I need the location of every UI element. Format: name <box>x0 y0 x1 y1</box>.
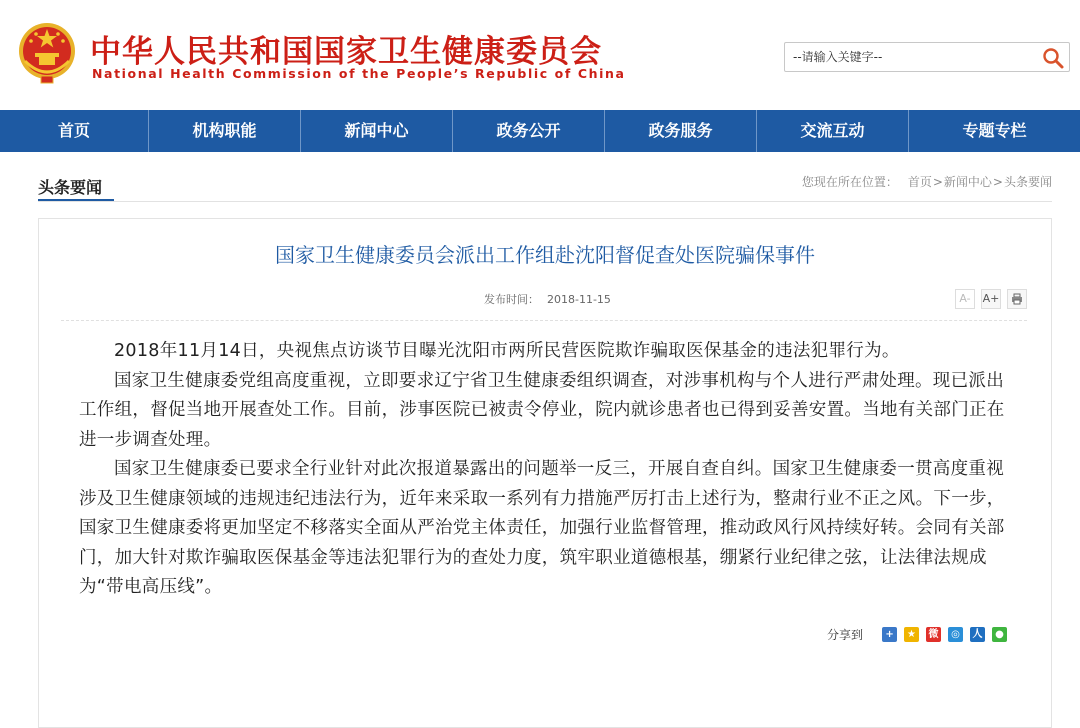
section-title: 头条要闻 <box>38 178 103 197</box>
share-wechat-icon[interactable]: ● <box>992 627 1007 642</box>
breadcrumb <box>802 173 1052 190</box>
nav-item-organization[interactable]: 机构职能 <box>149 110 301 152</box>
share-label: 分享到 <box>827 628 864 642</box>
search-box <box>784 42 1070 72</box>
article-paragraph: 国家卫生健康委已要求全行业针对此次报道暴露出的问题举一反三，开展自查自纠。国家卫生健康委一贯高度重视涉及卫生健康领域的违规违纪违法行为，近年来采取一系列有力措施严厉打击上述行为，整肃行业不正之风。下一步，国家卫生健康委将更加坚定不移落实全面从严治党主体责任，加强行业监督管理，推动政风行风持续好转。会同有关部门，加大针对欺诈骗取医保基金等违法犯罪行为的查处力度，筑牢职业道德根基，绷紧行业纪律之弦，让法律法规成为“带电高压线”。 <box>79 459 1005 597</box>
article-meta <box>484 291 611 307</box>
publish-date: 2018-11-15 <box>547 293 611 306</box>
article-divider <box>61 320 1027 322</box>
print-button[interactable] <box>1007 289 1027 309</box>
print-icon <box>1011 293 1023 305</box>
breadcrumb-news-center[interactable]: 新闻中心 <box>943 175 992 189</box>
nav-item-government-affairs[interactable]: 政务公开 <box>453 110 605 152</box>
publish-date-label: 发布时间： <box>484 293 539 306</box>
main-nav <box>0 110 1080 152</box>
share-weibo-icon[interactable]: 微 <box>926 627 941 642</box>
share-renren-icon[interactable]: 人 <box>970 627 985 642</box>
breadcrumb-separator: > <box>992 175 1003 189</box>
nav-item-home[interactable]: 首页 <box>0 110 149 152</box>
nav-item-special-topics[interactable]: 专题专栏 <box>962 121 1027 140</box>
share-qzone-icon[interactable]: ★ <box>904 627 919 642</box>
font-smaller-button[interactable]: A- <box>955 289 975 309</box>
share-tencent-weibo-icon[interactable]: ◎ <box>948 627 963 642</box>
section-divider <box>38 201 1052 202</box>
font-larger-button[interactable]: A+ <box>981 289 1001 309</box>
site-title-en: National Health Commission of the People’s Republic of China <box>92 66 626 81</box>
site-title-cn[interactable]: 中华人民共和国国家卫生健康委员会 <box>90 34 602 70</box>
site-header <box>0 0 1080 110</box>
article-title: 国家卫生健康委员会派出工作组赴沈阳督促查处医院骗保事件 <box>275 243 815 267</box>
share-bar <box>827 626 1007 643</box>
nav-item-interaction[interactable]: 交流互动 <box>757 110 909 152</box>
article-tools <box>955 289 1027 309</box>
article-paragraph: 国家卫生健康委党组高度重视，立即要求辽宁省卫生健康委组织调查，对涉事机构与个人进行严肃处理。现已派出工作组，督促当地开展查处工作。目前，涉事医院已被责令停业，院内就诊患者也已得到妥善安置。当地有关部门正在进一步调查处理。 <box>79 370 1005 450</box>
article-body <box>79 337 1019 603</box>
national-emblem-icon[interactable] <box>17 21 77 85</box>
nav-item-government-services[interactable]: 政务服务 <box>605 110 757 152</box>
breadcrumb-headlines[interactable]: 头条要闻 <box>1003 175 1052 189</box>
breadcrumb-home[interactable]: 首页 <box>907 175 932 189</box>
breadcrumb-label: 您现在所在位置： <box>801 175 898 189</box>
nav-item-news-center[interactable]: 新闻中心 <box>301 110 453 152</box>
article-panel <box>38 218 1052 728</box>
search-input[interactable] <box>785 43 1046 71</box>
share-plus-icon[interactable]: + <box>882 627 897 642</box>
breadcrumb-separator: > <box>932 175 943 189</box>
search-icon[interactable] <box>1041 46 1065 70</box>
article-paragraph: 2018年11月14日，央视焦点访谈节目曝光沈阳市两所民营医院欺诈骗取医保基金的违法犯罪行为。 <box>114 341 900 361</box>
